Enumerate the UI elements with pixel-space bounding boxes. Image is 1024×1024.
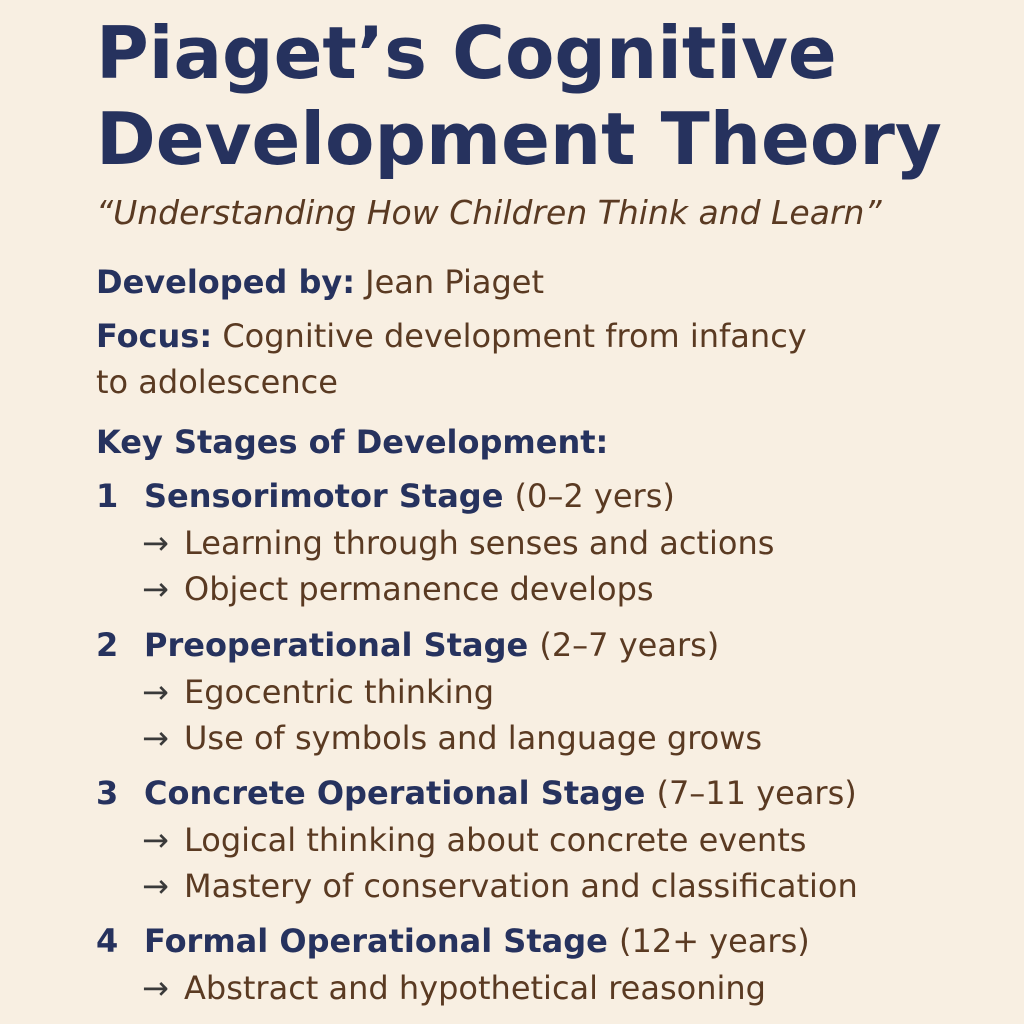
stage-name: Formal Operational Stage: [144, 922, 608, 960]
focus-label: Focus:: [96, 317, 213, 355]
stage-name: Concrete Operational Stage: [144, 774, 646, 812]
stage-age: (7–11 years): [656, 774, 857, 812]
stage-point: [96, 566, 996, 612]
stage-point: [96, 669, 996, 715]
stage-point-text: Object permanence develops: [184, 570, 654, 608]
stage-point: [96, 965, 996, 1011]
stage-age: (0–2 yers): [514, 477, 675, 515]
stage-number: 2: [96, 626, 119, 664]
stage-number: 1: [96, 477, 119, 515]
arrow-right-icon: →: [142, 570, 169, 608]
arrow-right-icon: →: [142, 719, 169, 757]
focus-value-line-2: to adolescence: [96, 363, 338, 401]
stage-item-2: [96, 621, 996, 761]
arrow-right-icon: →: [142, 524, 169, 562]
stage-header: [96, 917, 996, 965]
stage-name: Preoperational Stage: [144, 626, 529, 664]
developed-by-line: [96, 259, 544, 305]
arrow-right-icon: →: [142, 821, 169, 859]
stage-point-text: Use of symbols and language grows: [184, 719, 763, 757]
stage-point-text: Logical thinking about concrete events: [184, 821, 807, 859]
stage-name: Sensorimotor Stage: [144, 477, 504, 515]
arrow-right-icon: →: [142, 969, 169, 1007]
focus-continuation-line: [96, 359, 338, 405]
stage-point-text: Learning through senses and actions: [184, 524, 775, 562]
title-line-2: Development Theory: [96, 97, 942, 181]
stage-age: (12+ years): [618, 922, 810, 960]
stage-title: [144, 769, 857, 817]
stage-point: [96, 715, 996, 761]
stage-item-4: [96, 917, 996, 1011]
stage-point: [96, 863, 996, 909]
stage-title: [144, 621, 719, 669]
stage-header: [96, 621, 996, 669]
page-title: [96, 10, 942, 182]
stage-title: [144, 472, 675, 520]
stage-number: 3: [96, 774, 119, 812]
stage-item-1: [96, 472, 996, 612]
stage-point-text: Mastery of conservation and classification: [184, 867, 858, 905]
arrow-right-icon: →: [142, 867, 169, 905]
developed-by-value: Jean Piaget: [365, 263, 544, 301]
stage-item-3: [96, 769, 996, 909]
arrow-right-icon: →: [142, 673, 169, 711]
stage-header: [96, 769, 996, 817]
stage-point-text: Egocentric thinking: [184, 673, 495, 711]
stage-number: 4: [96, 922, 119, 960]
stage-point: [96, 520, 996, 566]
stage-point: [96, 817, 996, 863]
title-line-1: Piaget’s Cognitive: [96, 11, 837, 95]
subtitle-quote: “Understanding How Children Think and Learn”: [96, 193, 882, 232]
stage-header: [96, 472, 996, 520]
focus-value-line-1: Cognitive development from infancy: [222, 317, 807, 355]
stage-point-text: Abstract and hypothetical reasoning: [184, 969, 766, 1007]
stage-title: [144, 917, 810, 965]
focus-line: [96, 313, 807, 359]
stage-age: (2–7 years): [539, 626, 720, 664]
stages-heading: Key Stages of Development:: [96, 423, 609, 461]
developed-by-label: Developed by:: [96, 263, 355, 301]
